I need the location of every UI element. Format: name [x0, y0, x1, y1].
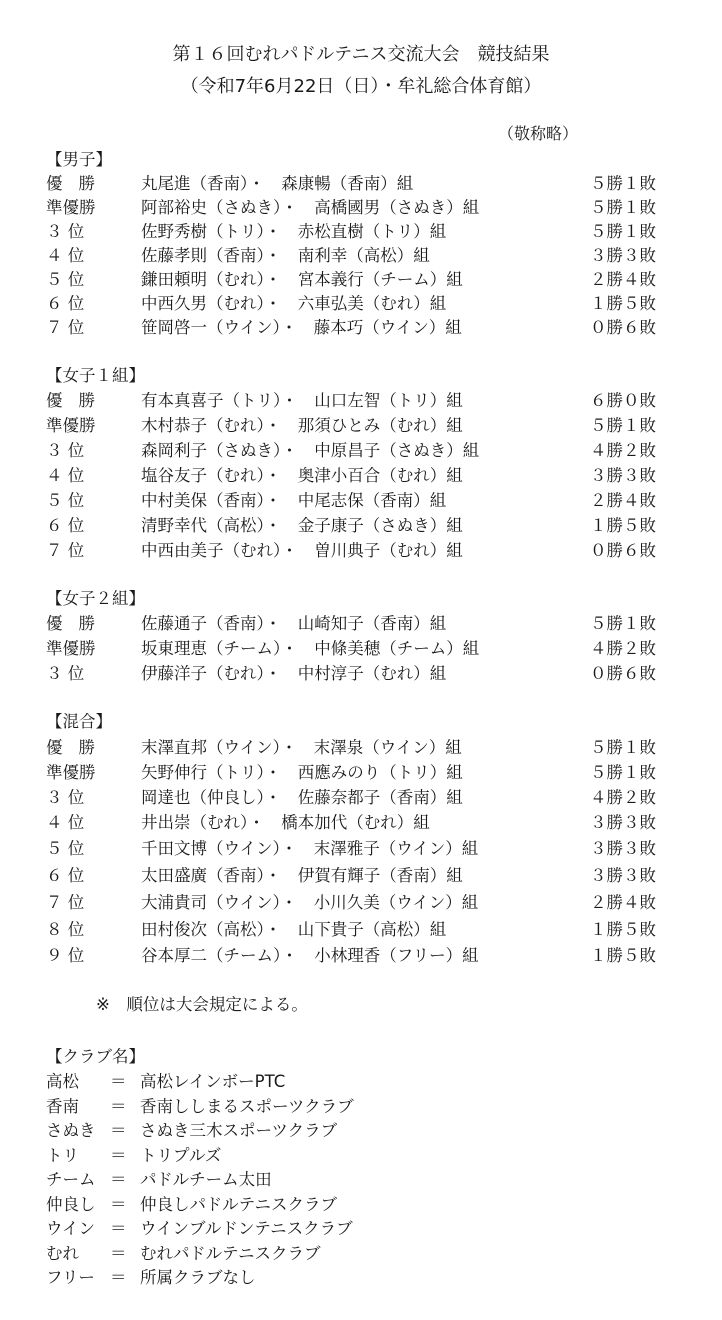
win-loss-record: １勝５敗: [590, 946, 656, 965]
win-loss-record: ３勝３敗: [590, 466, 656, 485]
players: 清野幸代（高松）・ 金子康子（さぬき）組: [141, 516, 463, 535]
section-heading-mens: 【男子】: [46, 150, 112, 169]
win-loss-record: ４勝２敗: [590, 441, 656, 460]
win-loss-record: ３勝３敗: [590, 839, 656, 858]
rank: ７ 位: [46, 541, 85, 560]
club-abbr: トリ: [46, 1146, 79, 1165]
players: 坂東理恵（チーム）・ 中條美穂（チーム）組: [141, 639, 480, 658]
rank: ６ 位: [46, 294, 85, 313]
equals-sign: ＝: [110, 1244, 127, 1263]
win-loss-record: ２勝４敗: [590, 893, 656, 912]
rank: ３ 位: [46, 788, 85, 807]
players: 木村恭子（むれ）・ 那須ひとみ（むれ）組: [141, 416, 463, 435]
result-row: [46, 916, 666, 938]
club-full-name: 高松レインボーPTC: [140, 1072, 286, 1091]
result-row: [46, 170, 666, 192]
rank: ３ 位: [46, 222, 85, 241]
rank: ６ 位: [46, 516, 85, 535]
players: 塩谷友子（むれ）・ 奥津小百合（むれ）組: [141, 466, 463, 485]
equals-sign: ＝: [110, 1146, 127, 1165]
club-abbr: ウイン: [46, 1219, 96, 1238]
win-loss-record: ６勝０敗: [590, 391, 656, 410]
players: 丸尾進（香南）・ 森康暢（香南）組: [141, 174, 414, 193]
club-full-name: さぬき三木スポーツクラブ: [140, 1121, 338, 1140]
section-heading-clubs: 【クラブ名】: [46, 1047, 145, 1066]
rank: ５ 位: [46, 270, 85, 289]
club-abbr: 仲良し: [46, 1195, 96, 1214]
rank: ７ 位: [46, 318, 85, 337]
win-loss-record: １勝５敗: [590, 516, 656, 535]
win-loss-record: ３勝３敗: [590, 813, 656, 832]
players: 森岡利子（さぬき）・ 中原昌子（さぬき）組: [141, 441, 480, 460]
win-loss-record: ５勝１敗: [590, 614, 656, 633]
result-row: [46, 462, 666, 484]
players: 中村美保（香南）・ 中尾志保（香南）組: [141, 491, 447, 510]
win-loss-record: ２勝４敗: [590, 491, 656, 510]
result-row: [46, 218, 666, 240]
players: 千田文博（ウイン）・ 末澤雅子（ウイン）組: [141, 839, 479, 858]
section-heading-womens-2: 【女子２組】: [46, 589, 145, 608]
result-row: [46, 734, 666, 756]
players: 岡達也（仲良し）・ 佐藤奈都子（香南）組: [141, 788, 463, 807]
rank: 準優勝: [46, 198, 96, 217]
result-row: [46, 242, 666, 264]
honorific-note: （敬称略）: [498, 124, 579, 143]
result-row: [46, 809, 666, 831]
players: 佐野秀樹（トリ）・ 赤松直樹（トリ）組: [141, 222, 447, 241]
win-loss-record: ３勝３敗: [590, 866, 656, 885]
players: 伊藤洋子（むれ）・ 中村淳子（むれ）組: [141, 664, 447, 683]
players: 佐藤通子（香南）・ 山崎知子（香南）組: [141, 614, 447, 633]
equals-sign: ＝: [110, 1268, 127, 1287]
win-loss-record: ５勝１敗: [590, 416, 656, 435]
ranking-rule-note: ※ 順位は大会規定による。: [96, 995, 308, 1014]
win-loss-record: ２勝４敗: [590, 270, 656, 289]
club-full-name: 所属クラブなし: [140, 1268, 256, 1287]
win-loss-record: ５勝１敗: [590, 222, 656, 241]
players: 大浦貴司（ウイン）・ 小川久美（ウイン）組: [141, 893, 479, 912]
section-heading-mixed: 【混合】: [46, 712, 112, 731]
win-loss-record: ５勝１敗: [590, 174, 656, 193]
result-row: [46, 387, 666, 409]
players: 鎌田頼明（むれ）・ 宮本義行（チーム）組: [141, 270, 463, 289]
page-subtitle: （令和7年6月22日（日）・牟礼総合体育館）: [180, 76, 542, 97]
rank: ４ 位: [46, 813, 85, 832]
club-abbr: むれ: [46, 1244, 79, 1263]
club-full-name: トリプルズ: [140, 1146, 222, 1165]
result-row: [46, 862, 666, 884]
rank: ５ 位: [46, 491, 85, 510]
players: 矢野伸行（トリ）・ 西應みのり（トリ）組: [141, 763, 463, 782]
win-loss-record: ５勝１敗: [590, 763, 656, 782]
win-loss-record: ５勝１敗: [590, 738, 656, 757]
club-full-name: 香南ししまるスポーツクラブ: [140, 1097, 354, 1116]
players: 笹岡啓一（ウイン）・ 藤本巧（ウイン）組: [141, 318, 462, 337]
rank: 優勝: [46, 391, 111, 410]
players: 佐藤孝則（香南）・ 南利幸（高松）組: [141, 246, 430, 265]
rank: ８ 位: [46, 920, 85, 939]
players: 太田盛廣（香南）・ 伊賀有輝子（香南）組: [141, 866, 463, 885]
equals-sign: ＝: [110, 1121, 127, 1140]
result-row: [46, 487, 666, 509]
rank: ９ 位: [46, 946, 85, 965]
club-abbr: さぬき: [46, 1121, 96, 1140]
club-abbr: 香南: [46, 1097, 79, 1116]
result-row: [46, 412, 666, 434]
rank: 優勝: [46, 614, 111, 633]
result-row: [46, 512, 666, 534]
club-full-name: パドルチーム太田: [140, 1170, 272, 1189]
result-row: [46, 759, 666, 781]
result-row: [46, 314, 666, 336]
page-title: 第１６回むれパドルテニス交流大会 競技結果: [172, 44, 550, 65]
result-row: [46, 635, 666, 657]
club-abbr: チーム: [46, 1170, 96, 1189]
result-row: [46, 610, 666, 632]
result-row: [46, 835, 666, 857]
players: 田村俊次（高松）・ 山下貴子（高松）組: [141, 920, 447, 939]
rank: ５ 位: [46, 839, 85, 858]
players: 中西由美子（むれ）・ 曽川典子（むれ）組: [141, 541, 463, 560]
win-loss-record: ０勝６敗: [590, 318, 656, 337]
equals-sign: ＝: [110, 1072, 127, 1091]
result-row: [46, 194, 666, 216]
equals-sign: ＝: [110, 1097, 127, 1116]
rank: 準優勝: [46, 416, 96, 435]
result-row: [46, 537, 666, 559]
rank: ６ 位: [46, 866, 85, 885]
players: 阿部裕史（さぬき）・ 高橋國男（さぬき）組: [141, 198, 480, 217]
win-loss-record: ０勝６敗: [590, 664, 656, 683]
rank: 優勝: [46, 174, 111, 193]
result-row: [46, 784, 666, 806]
club-full-name: 仲良しパドルテニスクラブ: [140, 1195, 338, 1214]
rank: ４ 位: [46, 466, 85, 485]
win-loss-record: １勝５敗: [590, 920, 656, 939]
players: 末澤直邦（ウイン）・ 末澤泉（ウイン）組: [141, 738, 462, 757]
win-loss-record: ５勝１敗: [590, 198, 656, 217]
win-loss-record: ０勝６敗: [590, 541, 656, 560]
rank: 準優勝: [46, 763, 96, 782]
result-row: [46, 942, 666, 964]
rank: 準優勝: [46, 639, 96, 658]
win-loss-record: １勝５敗: [590, 294, 656, 313]
players: 中西久男（むれ）・ 六車弘美（むれ）組: [141, 294, 447, 313]
equals-sign: ＝: [110, 1219, 127, 1238]
equals-sign: ＝: [110, 1195, 127, 1214]
club-full-name: むれパドルテニスクラブ: [140, 1244, 321, 1263]
club-abbr: フリー: [46, 1268, 95, 1287]
section-heading-womens-1: 【女子１組】: [46, 366, 145, 385]
result-row: [46, 290, 666, 312]
win-loss-record: ３勝３敗: [590, 246, 656, 265]
rank: 優勝: [46, 738, 111, 757]
players: 有本真喜子（トリ）・ 山口左智（トリ）組: [141, 391, 463, 410]
club-full-name: ウインブルドンテニスクラブ: [140, 1219, 353, 1238]
rank: ４ 位: [46, 246, 85, 265]
players: 井出崇（むれ）・ 橋本加代（むれ）組: [141, 813, 430, 832]
result-row: [46, 889, 666, 911]
rank: ３ 位: [46, 441, 85, 460]
result-row: [46, 266, 666, 288]
rank: ７ 位: [46, 893, 85, 912]
equals-sign: ＝: [110, 1170, 127, 1189]
result-row: [46, 660, 666, 682]
players: 谷本厚二（チーム）・ 小林理香（フリー）組: [141, 946, 479, 965]
result-row: [46, 437, 666, 459]
rank: ３ 位: [46, 664, 85, 683]
club-abbr: 高松: [46, 1072, 79, 1091]
win-loss-record: ４勝２敗: [590, 639, 656, 658]
win-loss-record: ４勝２敗: [590, 788, 656, 807]
